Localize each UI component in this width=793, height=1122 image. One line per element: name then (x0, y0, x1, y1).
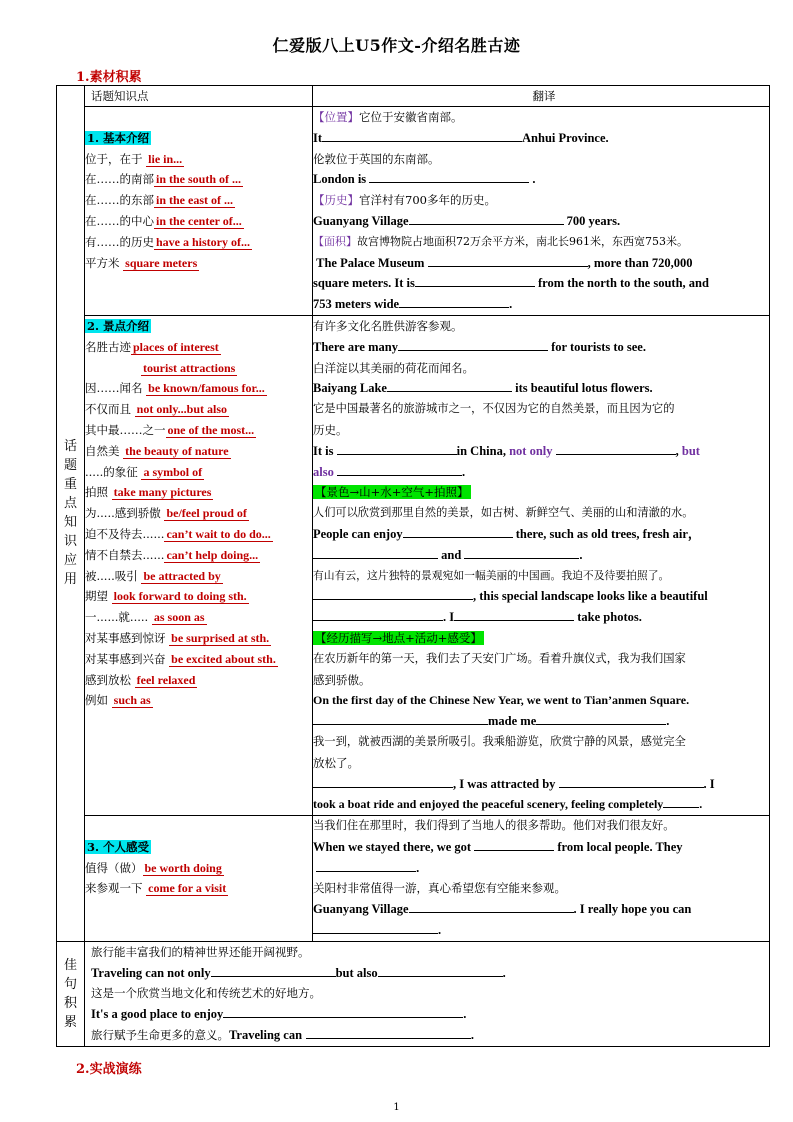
block-scenic-intro (85, 315, 313, 815)
list-item: 迫不及待去...... can’t wait to do do... (85, 526, 271, 541)
block-heading: 2. 景点介绍 (87, 318, 150, 333)
block-personal-feeling (85, 816, 313, 942)
list-item: 其中最……之一 one of the most... (85, 422, 255, 437)
page-title: 仁爱版八上U5作文-介绍名胜古迹 (272, 36, 521, 55)
list-item: tourist attractions (143, 360, 236, 375)
list-item: 对某事感到兴奋 be excited about sth. (85, 651, 276, 666)
side-label-topic: 话 题 重 点 知 识 应 用 (57, 86, 85, 942)
list-item: 不仅而且 not only...but also (85, 402, 228, 417)
block-scenic-intro-translation: 有许多文化名胜供游客参观。 There are many for tourists to see. 白洋淀以其美丽的荷花而闻名。 Baiyang Lake its beautiful lotus flowers. 它是中国最著名的旅游城市之一，不仅因为它的自然美景，而且因为它的 历史。 It is in China, not only , but also . 【景色→山+水+空气+拍照】 人们可以欣赏到那里自然的美景，如古树、新鲜空气、美丽的山和清澈的水。 People can enjoy there, such as old trees, fresh air， and . 有山有云，这片独特的景观宛如一幅美丽的中国画。我迫不及待要拍照了。 , this special landscape looks like a beautiful . I take photos. 【经历描写→地点+活动+感受】 在农历新年的第一天，我们去了天安门广场。看着升旗仪式，我为我们国家 感到骄傲。 On the first day of the Chinese New Year, we went to Tian’anmen Square. made me . 我一到，就被西湖的美景所吸引。我乘船游览，欣赏宁静的风景，感觉完全 放松了。 , I was attracted by . I took a boat ride and enjoyed the peaceful scenery, feeling completely . (313, 315, 770, 815)
list-item: 对某事感到惊讶 be surprised at sth. (85, 630, 270, 645)
section-heading-1: 1.素材积累 (76, 70, 142, 85)
list-item: 在……的南部 in the south of ... (85, 172, 242, 187)
list-item: 在……的中心 in the center of... (85, 213, 242, 228)
experience-tag: 【经历描写→地点+活动+感受】 (315, 630, 482, 645)
block-heading: 3. 个人感受 (87, 839, 150, 854)
block-good-sentences: 旅行能丰富我们的精神世界还能开阔视野。 Traveling can not only but also . 这是一个欣赏当地文化和传统艺术的好地方。 It's a good place to enjoy . 旅行赋予生命更多的意义。Traveling can . (85, 941, 770, 1046)
list-item: 值得（做） be worth doing (85, 860, 222, 875)
list-item: 为.....感到骄傲 be/feel proud of (85, 506, 247, 521)
list-item: 例如 such as (85, 693, 151, 708)
scenery-tag: 【景色→山+水+空气+拍照】 (315, 485, 469, 500)
list-item: 期望 look forward to doing sth. (85, 589, 247, 604)
list-item: .....的象征 a symbol of (85, 464, 203, 479)
block-heading: 1. 基本介绍 (87, 130, 150, 145)
list-item: 自然美 the beauty of nature (85, 443, 229, 458)
section-heading-2: 2.实战演练 (76, 1062, 142, 1077)
header-left: 话题知识点 (85, 86, 313, 107)
block-personal-feeling-translation: 当我们住在那里时，我们得到了当地人的很多帮助。他们对我们很友好。 When we stayed there, we got from local people. They . 关阳村非常值得一游，真心希望您有空能来参观。 Guanyang Village . I really hope you can . (313, 816, 770, 942)
header-right: 翻译 (313, 86, 770, 107)
list-item: 平方米 square meters (85, 255, 198, 270)
side-label-sentence: 佳 句 积 累 (57, 941, 85, 1046)
list-item: 感到放松 feel relaxed (85, 672, 196, 687)
list-item: 情不自禁去...... can’t help doing... (85, 547, 259, 562)
list-item: 名胜古迹 places of interest (85, 339, 219, 354)
page-number: 1 (393, 1102, 400, 1113)
list-item: 在……的东部 in the east of ... (85, 193, 233, 208)
list-item: 拍照 take many pictures (85, 485, 212, 500)
list-item: 有……的历史 have a history of... (85, 234, 250, 249)
list-item: 因……闻名 be known/famous for... (85, 381, 265, 396)
list-item: 位于，在于 lie in... (85, 151, 183, 166)
list-item: 来参观一下 come for a visit (85, 881, 227, 896)
knowledge-table (56, 85, 770, 1047)
list-item: 被.....吸引 be attracted by (85, 568, 221, 583)
block-basic-intro (85, 107, 313, 316)
list-item: 一......就..... as soon as (85, 610, 205, 625)
block-basic-intro-translation: 【位置】它位于安徽省南部。 It Anhui Province. 伦敦位于英国的东南部。 London is . 【历史】官洋村有700多年的历史。 Guanyang Village 700 years. 【面积】故宫博物院占地面积72万余平方米，南北长961米，东西宽753米。 The Palace Museum , more than 720,000 square meters. It is from the north to the south, and 753 meters wide . (313, 107, 770, 316)
